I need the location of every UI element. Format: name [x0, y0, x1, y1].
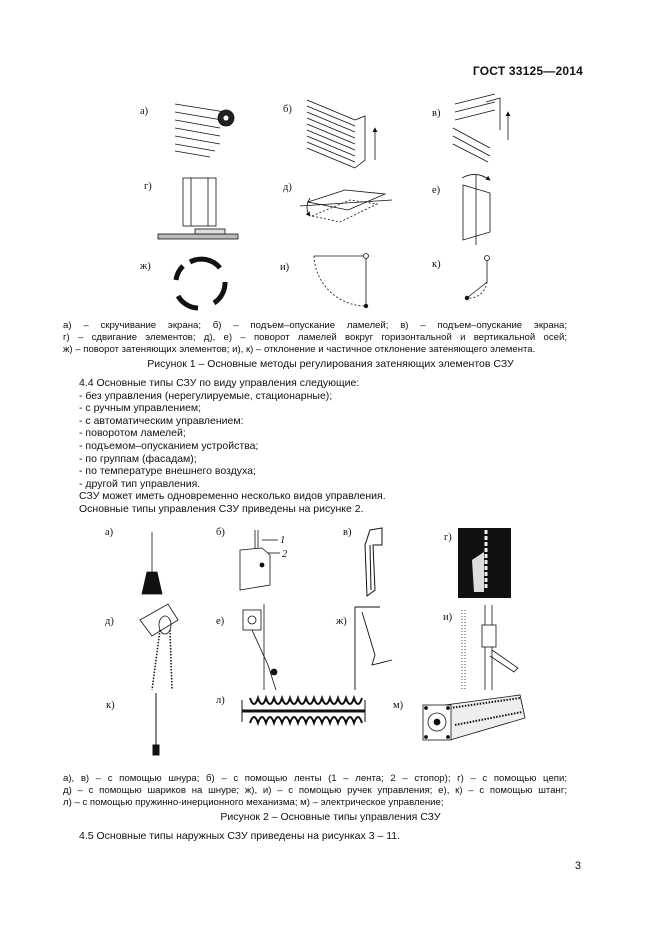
section-line: - без управления (нерегулируемые, стационарные);	[79, 389, 333, 402]
fig1-screen-lift-drawing	[453, 94, 508, 162]
fig2-control-handle-drawing	[462, 605, 518, 690]
fig1-label-v: в)	[432, 108, 441, 119]
section-line: - другой тип управления.	[79, 477, 201, 490]
section-line: - с автоматическим управлением:	[79, 414, 244, 427]
fig2-callout-1: 1	[280, 535, 286, 546]
figure2-caption-line: а), в) – с помощью шнура; б) – с помощью ленты (1 – лента; 2 – стопор); г) – с помощью цепи;	[63, 773, 567, 784]
fig2-spring-mechanism-drawing	[242, 698, 365, 723]
fig1-label-i: и)	[280, 262, 290, 273]
fig1-label-d: д)	[283, 182, 292, 193]
figure2-caption	[63, 773, 567, 809]
fig2-label-k: к)	[106, 700, 115, 711]
figure2-caption-line: л) – с помощью пружинно-инерционного механизма; м) – электрическое управление;	[63, 797, 444, 808]
figure2-caption-line: д) – с помощью шариков на шнуре; ж), и) – с помощью ручек управления; е), к) – с помощью штанг;	[63, 785, 567, 796]
section-4-5: 4.5 Основные типы наружных СЗУ приведены на рисунках 3 – 11.	[79, 830, 401, 842]
fig1-label-g: г)	[144, 181, 152, 192]
fig2-callout-2: 2	[282, 549, 288, 560]
fig1-horizontal-rotation-drawing	[300, 190, 392, 222]
fig2-cord-drawing	[142, 532, 162, 594]
figure2-title: Рисунок 2 – Основные типы управления СЗУ	[220, 811, 441, 823]
fig1-lamellae-drawing	[307, 100, 375, 168]
fig2-label-a: а)	[105, 527, 114, 538]
document-code-header: ГОСТ 33125—2014	[472, 64, 583, 78]
figure1-caption-line: а) – скручивание экрана; б) – подъем–опускание ламелей; в) – подъем–опускание экрана;	[63, 320, 567, 331]
figure1-title: Рисунок 1 – Основные методы регулирования затеняющих элементов СЗУ	[147, 358, 514, 370]
fig1-rotation-circle-drawing	[176, 259, 225, 308]
fig2-label-g: г)	[444, 532, 452, 543]
fig2-tape-drawing	[240, 530, 280, 590]
page-number: 3	[574, 860, 581, 872]
section-line: - подъемом–опусканием устройства;	[79, 439, 259, 452]
fig2-chain-photo	[458, 528, 511, 598]
fig1-label-a: а)	[140, 106, 149, 117]
fig2-label-zh: ж)	[336, 616, 347, 627]
fig2-rod-drawing	[243, 604, 277, 690]
fig1-label-b: б)	[283, 104, 292, 115]
section-line: - поворотом ламелей;	[79, 427, 186, 440]
figure1-caption	[63, 320, 567, 356]
fig1-vertical-rotation-drawing	[462, 174, 490, 245]
section-4-4	[79, 377, 386, 516]
section-line: 4.4 Основные типы СЗУ по виду управления следующие:	[79, 377, 360, 389]
fig1-label-e: е)	[432, 185, 441, 196]
section-line: - по температуре внешнего воздуха;	[79, 465, 256, 478]
fig2-ball-chain-drawing	[140, 604, 178, 690]
fig1-sliding-drawing	[158, 178, 238, 239]
fig1-label-k: к)	[432, 259, 441, 270]
fig2-label-e: е)	[216, 616, 225, 627]
figure1-caption-line: г) – сдвигание элементов; д), е) – поворот ламелей вокруг горизонтальной и вертикальной осей;	[63, 332, 567, 343]
fig2-electric-motor-drawing	[423, 695, 525, 740]
section-line: Основные типы управления СЗУ приведены на рисунке 2.	[79, 502, 364, 515]
fig1-roll-screen-drawing	[175, 104, 234, 157]
fig2-label-v: в)	[343, 527, 352, 538]
fig2-label-d: д)	[105, 616, 114, 627]
fig1-deflection-drawing	[314, 254, 369, 308]
fig2-crank-handle-drawing	[355, 607, 392, 690]
fig2-label-i: и)	[443, 612, 453, 623]
fig2-label-m: м)	[393, 700, 404, 711]
fig2-rod-handle-drawing	[153, 693, 159, 755]
fig2-cord-handle-drawing	[365, 528, 382, 596]
fig1-partial-deflection-drawing	[465, 256, 489, 300]
section-line: - по группам (фасадам);	[79, 452, 197, 465]
section-line: - с ручным управлением;	[79, 402, 202, 415]
section-line: СЗУ может иметь одновременно несколько видов управления.	[79, 490, 386, 503]
figure1-caption-line: ж) – поворот затеняющих элементов; и), к) – отклонение и частичное отклонение затеняющего элемента.	[63, 344, 536, 355]
fig2-label-b: б)	[216, 527, 225, 538]
fig2-label-l: л)	[216, 695, 225, 706]
fig1-label-zh: ж)	[140, 261, 151, 272]
